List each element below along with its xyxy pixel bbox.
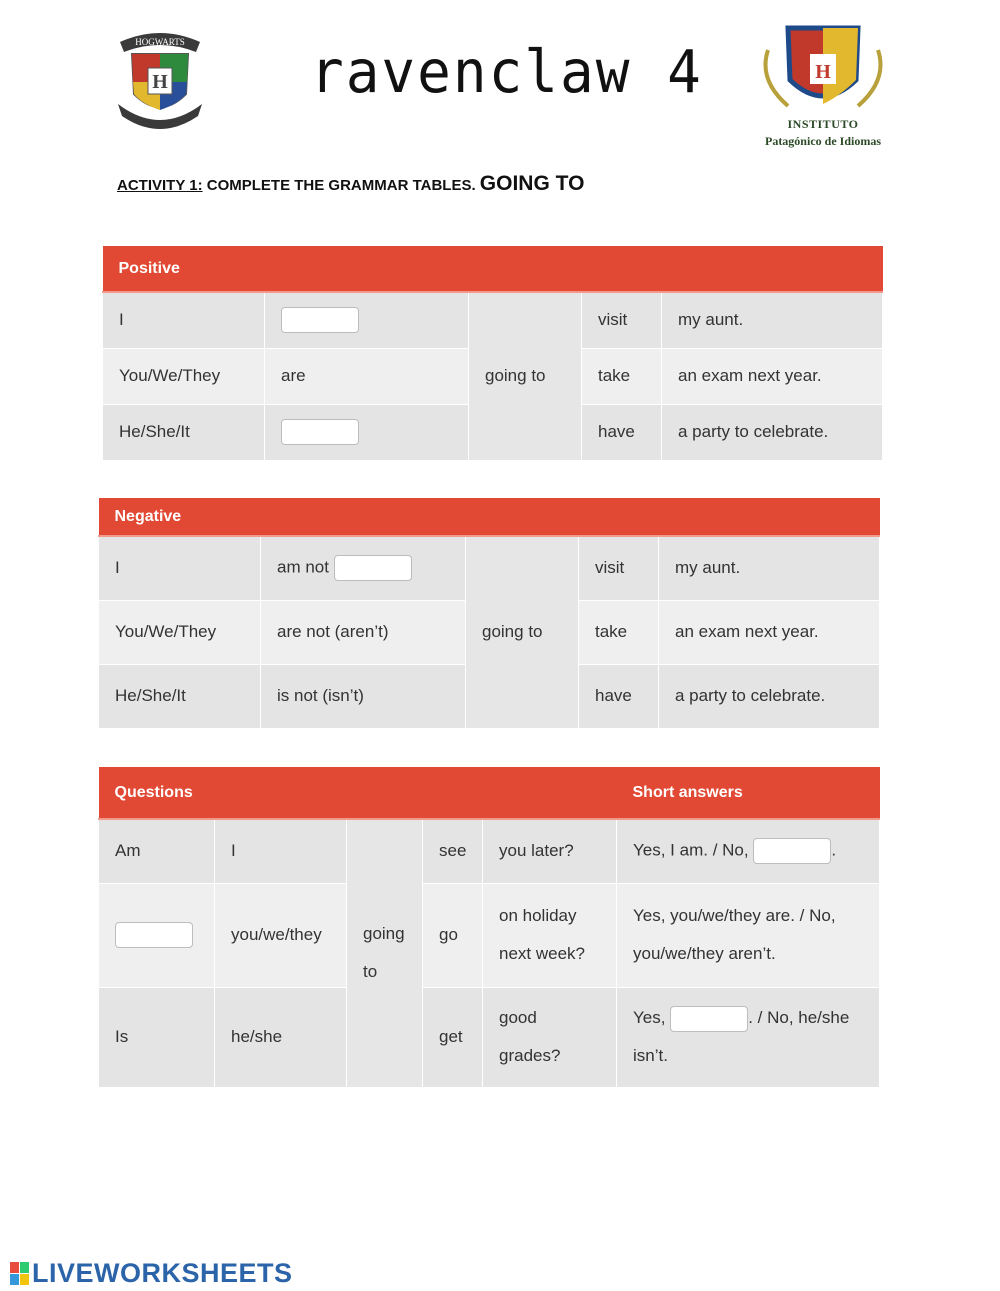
rest-line1: on holiday bbox=[499, 906, 577, 925]
table-cell-rest bbox=[483, 883, 617, 987]
activity-topic: GOING TO bbox=[479, 172, 585, 195]
to-text: to bbox=[363, 962, 378, 982]
activity-instruction bbox=[117, 172, 584, 196]
table-cell-subject: You/We/They bbox=[103, 348, 265, 404]
table-cell-subject: I bbox=[215, 819, 347, 883]
table-cell-rest: an exam next year. bbox=[662, 348, 883, 404]
answer-input[interactable] bbox=[670, 1006, 748, 1032]
table-cell-aux: Is bbox=[99, 987, 215, 1087]
footer-brand-text: LIVEWORKSHEETS bbox=[32, 1258, 293, 1288]
positive-table bbox=[102, 246, 883, 461]
table-cell-verb: take bbox=[579, 600, 659, 664]
negative-table bbox=[98, 498, 880, 729]
aux-text: am not bbox=[277, 557, 329, 577]
answer-input[interactable] bbox=[334, 555, 412, 581]
hogwarts-crest-logo bbox=[110, 24, 210, 136]
answer-line1: Yes, you/we/they are. / No, bbox=[633, 906, 836, 925]
table-cell-rest bbox=[483, 987, 617, 1087]
liveworksheets-logo-icon bbox=[10, 1262, 30, 1286]
answer-input[interactable] bbox=[281, 419, 359, 445]
table-cell-subject: You/We/They bbox=[99, 600, 261, 664]
table-cell-verb: have bbox=[582, 404, 662, 460]
table-cell-going-to: going to bbox=[466, 536, 579, 728]
rest-line2: grades? bbox=[499, 1046, 561, 1065]
table-cell-rest: my aunt. bbox=[659, 536, 880, 600]
table-cell-subject: I bbox=[99, 536, 261, 600]
crest-banner-text: HOGWARTS bbox=[135, 37, 185, 47]
page-title: ravenclaw 4 bbox=[310, 38, 703, 107]
answer-input[interactable] bbox=[281, 307, 359, 333]
table-cell-rest: an exam next year. bbox=[659, 600, 880, 664]
table-cell-subject: he/she bbox=[215, 987, 347, 1087]
questions-heading: Questions bbox=[99, 767, 617, 819]
table-cell-aux: are not (aren’t) bbox=[261, 600, 466, 664]
answer-text-mid: . / No, he/she bbox=[748, 1008, 850, 1027]
table-cell-verb: have bbox=[579, 664, 659, 728]
rest-line2: next week? bbox=[499, 944, 585, 963]
table-cell-answer bbox=[617, 819, 880, 883]
table-cell-subject: He/She/It bbox=[99, 664, 261, 728]
school-name-line1: INSTITUTO bbox=[787, 117, 859, 131]
answer-line2: you/we/they aren’t. bbox=[633, 944, 776, 963]
table-cell-verb: visit bbox=[579, 536, 659, 600]
answer-text: Yes, bbox=[633, 1008, 666, 1027]
table-cell-subject: I bbox=[103, 292, 265, 348]
short-answers-heading: Short answers bbox=[617, 767, 880, 819]
table-cell-answer bbox=[617, 987, 880, 1087]
svg-text:H: H bbox=[152, 71, 168, 93]
table-cell-aux bbox=[265, 404, 469, 460]
table-cell-rest: a party to celebrate. bbox=[659, 664, 880, 728]
answer-text-end: . bbox=[831, 840, 837, 860]
table-cell-aux bbox=[265, 292, 469, 348]
negative-heading: Negative bbox=[99, 498, 880, 536]
table-cell-rest: you later? bbox=[483, 819, 617, 883]
table-cell-rest: my aunt. bbox=[662, 292, 883, 348]
positive-heading: Positive bbox=[103, 246, 883, 292]
rest-line1: good bbox=[499, 1008, 537, 1027]
going-text: going bbox=[363, 924, 405, 944]
table-cell-verb: get bbox=[423, 987, 483, 1087]
activity-label: ACTIVITY 1: bbox=[117, 177, 203, 194]
activity-text: COMPLETE THE GRAMMAR TABLES. bbox=[202, 177, 480, 194]
table-cell-verb: take bbox=[582, 348, 662, 404]
table-cell-rest: a party to celebrate. bbox=[662, 404, 883, 460]
table-cell-going-to bbox=[347, 819, 423, 1087]
table-cell-aux bbox=[261, 536, 466, 600]
questions-table bbox=[98, 767, 880, 1088]
table-cell-subject: you/we/they bbox=[215, 883, 347, 987]
table-cell-verb: visit bbox=[582, 292, 662, 348]
answer-input[interactable] bbox=[753, 838, 831, 864]
answer-text: Yes, I am. / No, bbox=[633, 840, 749, 860]
table-cell-aux: Am bbox=[99, 819, 215, 883]
svg-text:H: H bbox=[815, 61, 831, 83]
table-cell-verb: go bbox=[423, 883, 483, 987]
answer-line2: isn’t. bbox=[633, 1046, 668, 1065]
table-cell-aux: are bbox=[265, 348, 469, 404]
school-shield-icon bbox=[748, 20, 898, 116]
table-cell-answer bbox=[617, 883, 880, 987]
table-cell-going-to: going to bbox=[469, 292, 582, 460]
table-cell-subject: He/She/It bbox=[103, 404, 265, 460]
school-logo bbox=[748, 20, 898, 160]
answer-input[interactable] bbox=[115, 922, 193, 948]
table-cell-aux: is not (isn’t) bbox=[261, 664, 466, 728]
table-cell-verb: see bbox=[423, 819, 483, 883]
table-cell-aux bbox=[99, 883, 215, 987]
school-name-line2: Patagónico de Idiomas bbox=[764, 134, 881, 148]
